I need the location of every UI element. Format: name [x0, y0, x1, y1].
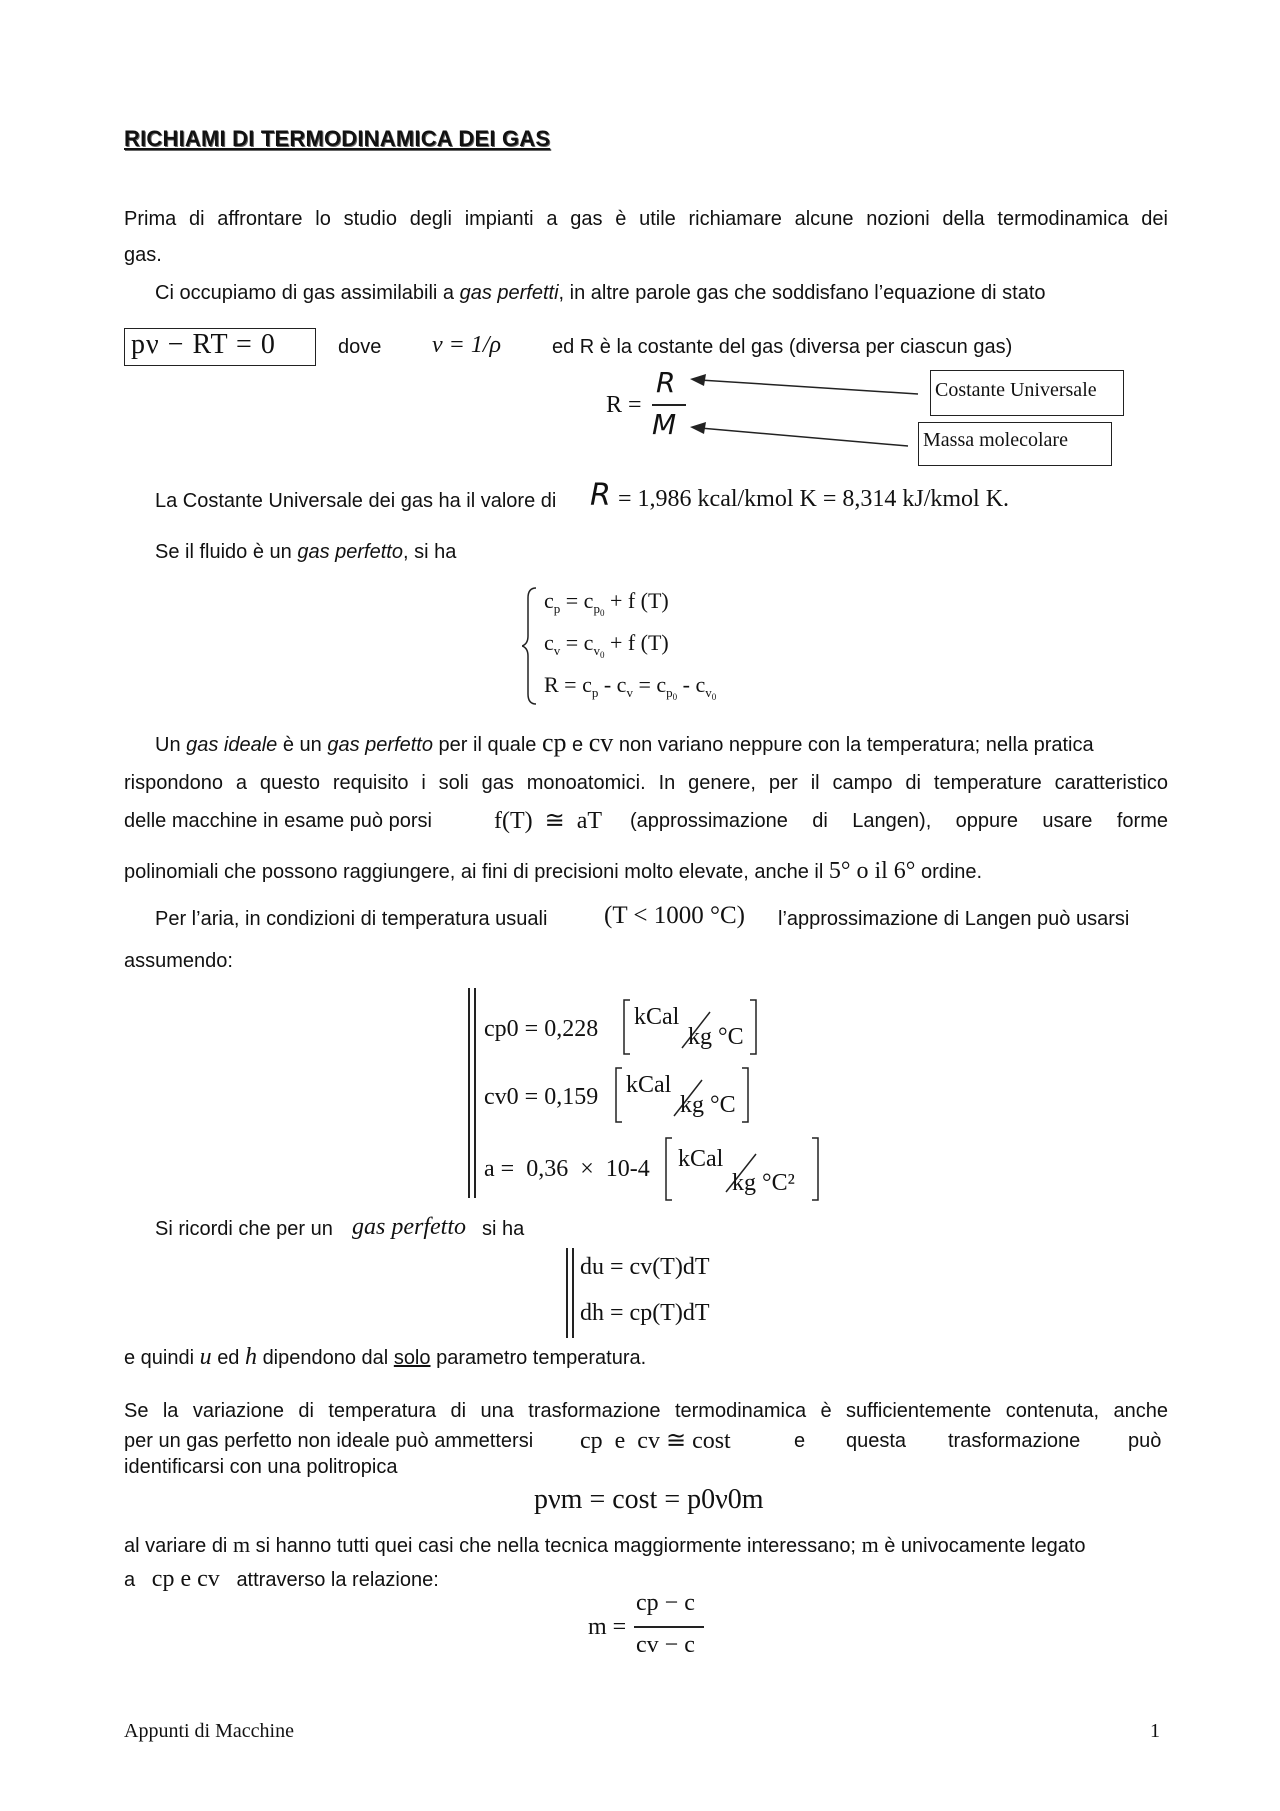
universal-constant-value: = 1,986 kcal/kmol K = 8,314 kJ/kmol K. — [618, 486, 1010, 512]
variation-l4-post: è univocamente legato — [884, 1535, 1086, 1557]
recall-after-pre: e quindi — [124, 1347, 195, 1369]
recall-after — [124, 1344, 646, 1371]
variation-line-2-puo: può — [1128, 1430, 1162, 1452]
polytropic-equation: pνm = cost = p0ν0m — [534, 1484, 764, 1515]
a-unit — [664, 1136, 824, 1202]
variation-line-4 — [124, 1532, 1086, 1558]
intro-line-1b: gas. — [124, 244, 162, 266]
recall-after-post: parametro temperatura. — [436, 1347, 647, 1369]
variation-line-2-questa: questa — [846, 1430, 907, 1452]
footer-left: Appunti di Macchine — [124, 1720, 294, 1742]
specific-volume-def: v = 1/ρ — [432, 332, 502, 358]
system-brace — [522, 588, 536, 704]
variation-l5-a: a — [124, 1569, 136, 1591]
ideal-line-2: rispondono a questo requisito i soli gas monoatomici. In genere, per il campo di temperature caratteristico — [124, 772, 1168, 794]
cp0-value: cp0 = 0,228 — [484, 1016, 599, 1042]
dove-label: dove — [338, 336, 382, 358]
recall-post: si ha — [482, 1218, 525, 1240]
universal-constant-symbol: R — [590, 478, 611, 513]
intro-line-2 — [155, 282, 1046, 305]
gas-constant-text: ed R è la costante del gas (diversa per ciascun gas) — [552, 336, 1013, 358]
cp0-unit-num: kCal — [634, 1004, 680, 1030]
recall-after-ed: ed — [217, 1347, 240, 1369]
a-unit-den: kg °C² — [732, 1170, 795, 1196]
recall-after-u: u — [199, 1344, 212, 1370]
air-line-1-condition: (T < 1000 °C) — [604, 902, 745, 929]
recall-bar-2 — [572, 1248, 574, 1338]
eq-cp: $c_p = c_p0 + f$ (T) — [544, 588, 669, 618]
cp0-unit — [622, 998, 762, 1056]
intro-line-2-post: , in altre parole gas che soddisfano l’equazione di stato — [558, 282, 1046, 304]
state-equation: pν − RT = 0 — [131, 329, 276, 360]
ideal-l1-e: e — [566, 734, 589, 756]
ideal-l1-italic-1: gas ideale — [186, 734, 278, 756]
arrow-molar-line — [700, 428, 908, 446]
intro-line-1: Prima di affrontare lo studio degli impianti a gas è utile richiamare alcune nozioni della termodinamica dei — [124, 208, 1168, 230]
variation-line-3: identificarsi con una politropica — [124, 1456, 398, 1478]
air-block-bar-1 — [468, 988, 470, 1198]
arrow-universal-head — [690, 374, 706, 386]
cv0-unit-den: kg °C — [680, 1092, 736, 1118]
eq-cv: $c_v = c_v0 + f$ (T) — [544, 630, 669, 660]
variation-l4-mid: si hanno tutti quei casi che nella tecnica maggiormente interessano; — [255, 1535, 856, 1557]
variation-line-1: Se la variazione di temperatura di una trasformazione termodinamica è sufficientemente contenuta, anche — [124, 1400, 1168, 1422]
ideal-l1-mid2: per il quale — [432, 734, 542, 756]
page-title: RICHIAMI DI TERMODINAMICA DEI GAS — [124, 126, 551, 151]
variation-l4-m: m — [232, 1532, 251, 1557]
variation-line-5 — [124, 1566, 439, 1593]
variation-l5-post: attraverso la relazione: — [236, 1569, 439, 1591]
recall-after-h: h — [245, 1344, 257, 1370]
variation-line-2-pre: per un gas perfetto non ideale può ammettersi — [124, 1430, 534, 1452]
perfect-gas-intro-italic: gas perfetto — [297, 541, 403, 563]
ideal-l1-italic-2: gas perfetto — [327, 734, 433, 756]
r-numerator: R — [656, 366, 676, 399]
r-lhs: R = — [606, 392, 642, 418]
air-line-2: assumendo: — [124, 950, 233, 972]
du-equation: du = cv(T)dT — [580, 1254, 710, 1280]
ideal-l4-pre: polinomiali che possono raggiungere, ai fini di precisioni molto elevate, anche il — [124, 861, 824, 883]
m-lhs: m = — [588, 1614, 627, 1640]
ideal-l4-post: ordine. — [920, 861, 983, 883]
universal-constant-text: La Costante Universale dei gas ha il valore di — [155, 490, 557, 512]
ideal-l1-cp: cp — [541, 728, 567, 757]
r-denominator: M — [652, 408, 677, 441]
variation-l4-m2: m — [861, 1532, 879, 1557]
variation-line-2-e: e — [794, 1430, 806, 1452]
eq-r: $R = c_p - c_v = c_p0 - c_v0$ — [544, 672, 717, 702]
a-value: a = 0,36 × 10-4 — [484, 1156, 650, 1182]
recall-italic: gas perfetto — [352, 1214, 466, 1240]
cv0-unit-num: kCal — [626, 1072, 672, 1098]
annotation-arrows — [680, 370, 940, 450]
m-denominator: cv − c — [636, 1632, 695, 1658]
m-numerator: cp − c — [636, 1590, 695, 1616]
cp0-unit-den: kg °C — [688, 1024, 744, 1050]
perfect-gas-intro — [155, 541, 456, 564]
perfect-gas-intro-pre: Se il fluido è un — [155, 541, 298, 563]
air-block-bar-2 — [474, 988, 476, 1198]
molar-mass-label-box — [918, 422, 1112, 466]
variation-l5-cp-cv: cp e cv — [151, 1566, 220, 1592]
page-number: 1 — [1150, 1720, 1160, 1742]
ideal-l1-pre: Un — [155, 734, 187, 756]
recall-bar-1 — [566, 1248, 568, 1338]
arrow-universal-line — [700, 380, 918, 394]
molar-mass-label: Massa molecolare — [923, 429, 1068, 451]
universal-constant-label-box — [930, 370, 1124, 416]
air-line-1-post: l’approssimazione di Langen può usarsi — [778, 908, 1130, 930]
cv0-unit — [614, 1066, 754, 1124]
ideal-l1-cv: cv — [588, 728, 614, 757]
m-fraction-bar — [634, 1626, 704, 1628]
variation-line-2-trasf: trasformazione — [948, 1430, 1081, 1452]
universal-constant-label: Costante Universale — [935, 379, 1097, 401]
air-line-1-pre: Per l’aria, in condizioni di temperatura usuali — [155, 908, 548, 930]
ideal-line-1 — [155, 728, 1094, 758]
variation-line-2-cond: cp e cv ≅ cost — [580, 1428, 731, 1454]
recall-after-solo: solo — [393, 1347, 431, 1369]
recall-pre: Si ricordi che per un — [155, 1218, 333, 1240]
ideal-line-3-pre: delle macchine in esame può porsi — [124, 810, 432, 832]
ideal-line-3-post: (approssimazione di Langen), oppure usare forme — [630, 810, 1168, 832]
a-unit-num: kCal — [678, 1146, 724, 1172]
recall-after-mid: dipendono dal — [262, 1347, 389, 1369]
arrow-molar-head — [690, 422, 706, 434]
perfect-gas-intro-post: , si ha — [402, 541, 457, 563]
ideal-l1-mid: è un — [277, 734, 328, 756]
cv0-value: cv0 = 0,159 — [484, 1084, 599, 1110]
intro-line-2-italic: gas perfetti — [459, 282, 559, 304]
ideal-l4-order: 5° o il 6° — [828, 858, 916, 884]
state-equation-box — [124, 328, 316, 366]
ideal-l1-post: non variano neppure con la temperatura; nella pratica — [613, 734, 1094, 756]
intro-line-2-pre: Ci occupiamo di gas assimilabili a — [155, 282, 460, 304]
ideal-line-4 — [124, 858, 982, 885]
variation-l4-pre: al variare di — [124, 1535, 228, 1557]
ideal-line-3-formula: f(T) ≅ aT — [494, 808, 603, 834]
dh-equation: dh = cp(T)dT — [580, 1300, 710, 1326]
specific-heat-system — [522, 584, 772, 708]
